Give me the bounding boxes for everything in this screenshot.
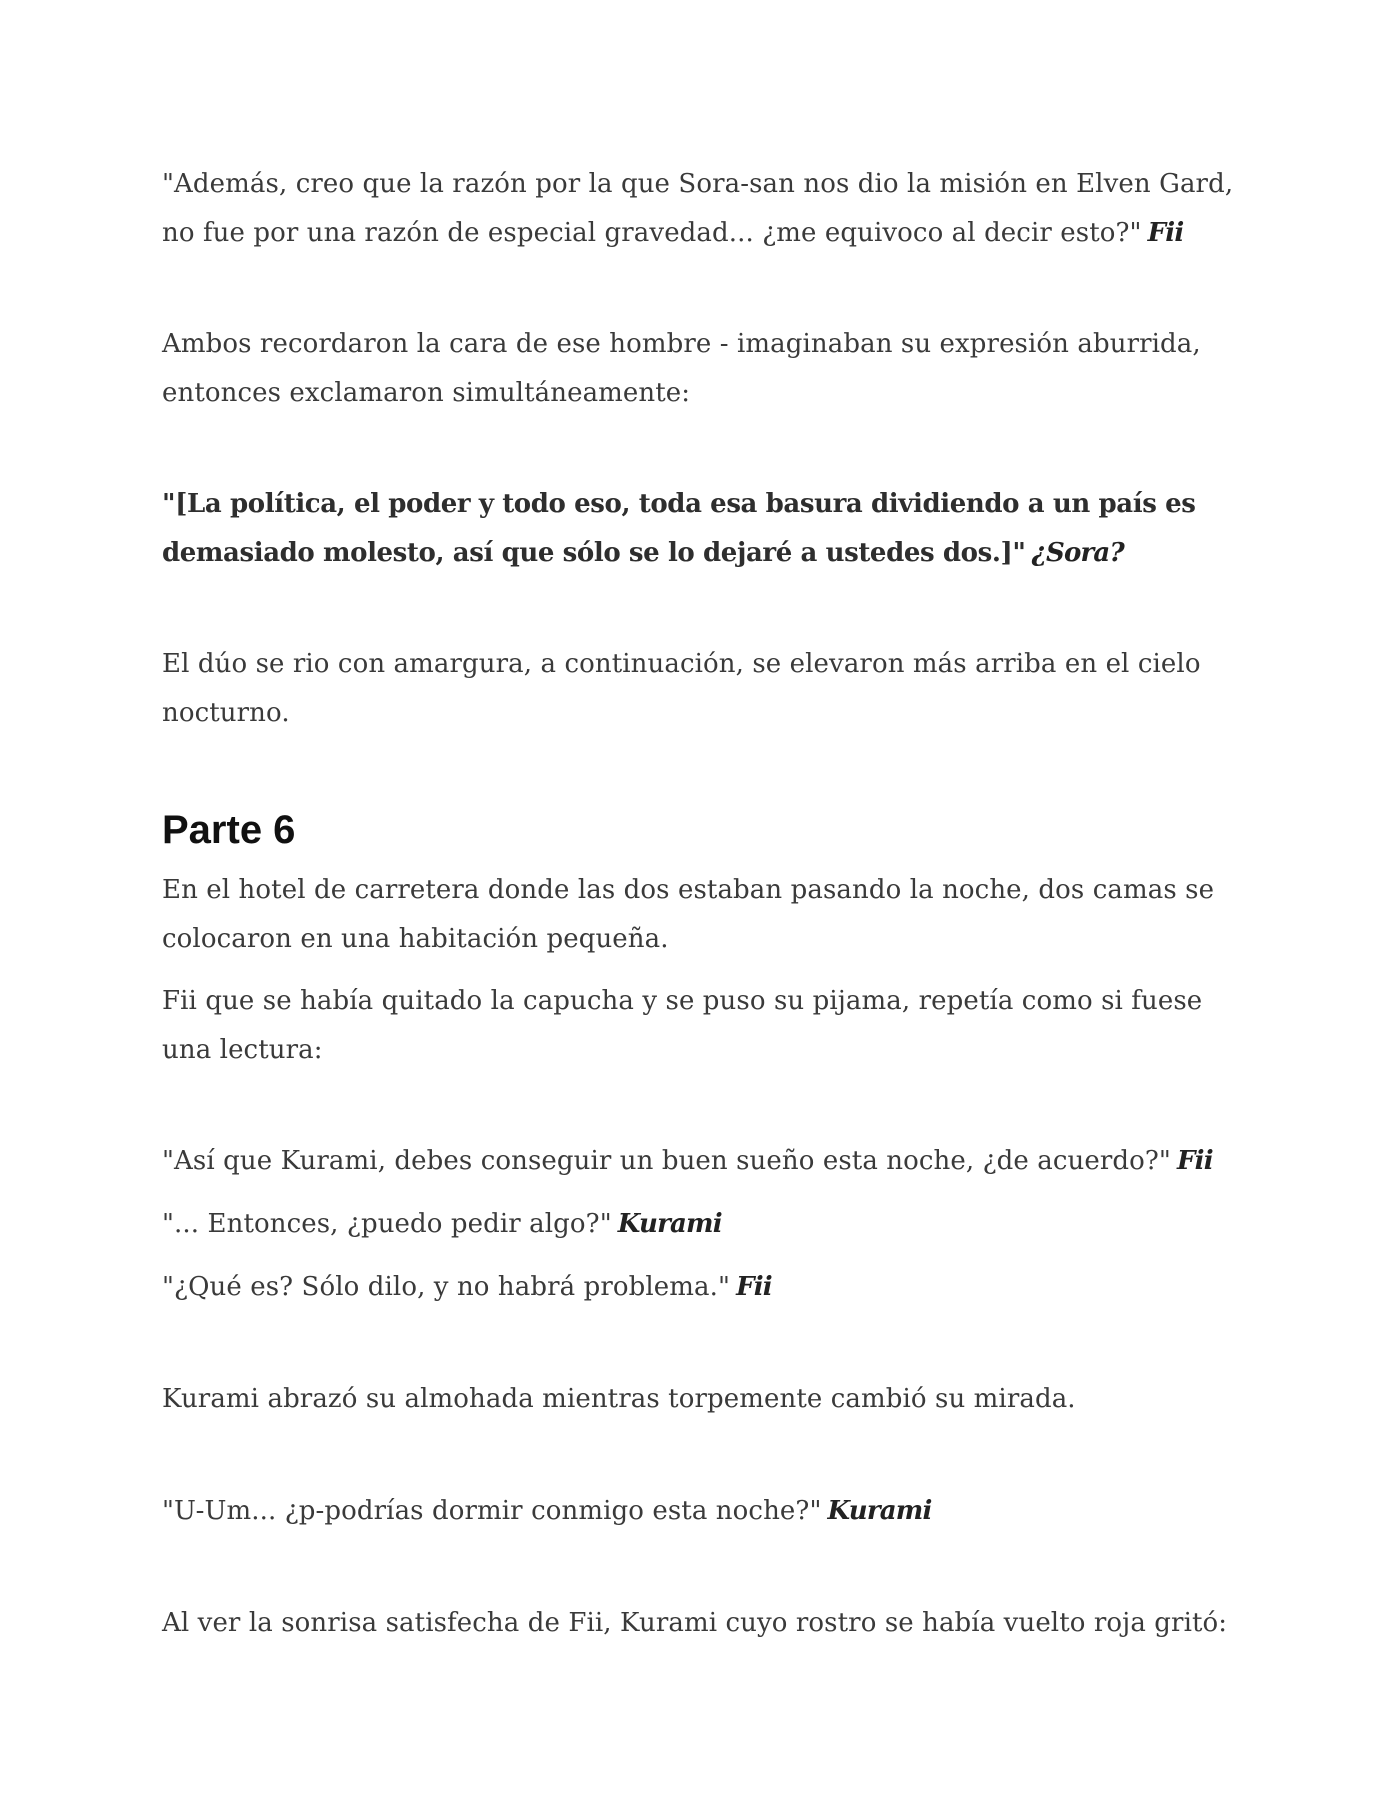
paragraph-11: [162, 1487, 1252, 1536]
speaker-label: Kurami: [617, 1209, 722, 1239]
paragraph-2-text: Ambos recordaron la cara de ese hombre - imaginaban su expresión aburrida, entonces exclamaron simultáneamente:: [162, 329, 1201, 408]
paragraph-4-text: El dúo se rio con amargura, a continuación, se elevaron más arriba en el cielo nocturno.: [162, 649, 1201, 728]
speaker-label: Kurami: [827, 1496, 932, 1526]
paragraph-5: [162, 866, 1252, 964]
paragraph-2: [162, 320, 1252, 418]
section-heading: Parte 6: [162, 808, 296, 852]
speaker-label: Fii: [1176, 1146, 1213, 1176]
paragraph-3: [162, 480, 1252, 578]
speaker-label: Fii: [1147, 218, 1184, 248]
paragraph-10: [162, 1375, 1252, 1424]
paragraph-12: [162, 1599, 1252, 1648]
paragraph-5-text: En el hotel de carretera donde las dos estaban pasando la noche, dos camas se colocaron en una habitación pequeña.: [162, 875, 1215, 954]
paragraph-1-text: "Además, creo que la razón por la que Sora-san nos dio la misión en Elven Gard, no fue por una razón de especial gravedad... ¿me equivoco al decir esto?": [162, 169, 1234, 248]
paragraph-9-text: "¿Qué es? Sólo dilo, y no habrá problema.": [162, 1272, 731, 1302]
speaker-label: ¿Sora?: [1031, 538, 1124, 568]
speaker-label: Fii: [736, 1272, 772, 1302]
paragraph-7: [162, 1137, 1252, 1186]
paragraph-4: [162, 640, 1252, 738]
paragraph-8: [162, 1200, 1252, 1249]
paragraph-11-text: "U-Um... ¿p-podrías dormir conmigo esta noche?": [162, 1496, 822, 1526]
paragraph-3-text: "[La política, el poder y todo eso, toda esa basura dividiendo a un país es demasiado molesto, así que sólo se lo dejaré a ustedes dos.]": [162, 489, 1196, 568]
paragraph-10-text: Kurami abrazó su almohada mientras torpemente cambió su mirada.: [162, 1384, 1076, 1414]
paragraph-6: [162, 977, 1252, 1075]
paragraph-12-text: Al ver la sonrisa satisfecha de Fii, Kurami cuyo rostro se había vuelto roja gritó:: [162, 1608, 1228, 1638]
paragraph-9: [162, 1263, 1252, 1312]
paragraph-8-text: "... Entonces, ¿puedo pedir algo?": [162, 1209, 612, 1239]
paragraph-6-text: Fii que se había quitado la capucha y se puso su pijama, repetía como si fuese una lectura:: [162, 986, 1203, 1065]
paragraph-1: [162, 160, 1252, 258]
paragraph-7-text: "Así que Kurami, debes conseguir un buen sueño esta noche, ¿de acuerdo?": [162, 1146, 1171, 1176]
